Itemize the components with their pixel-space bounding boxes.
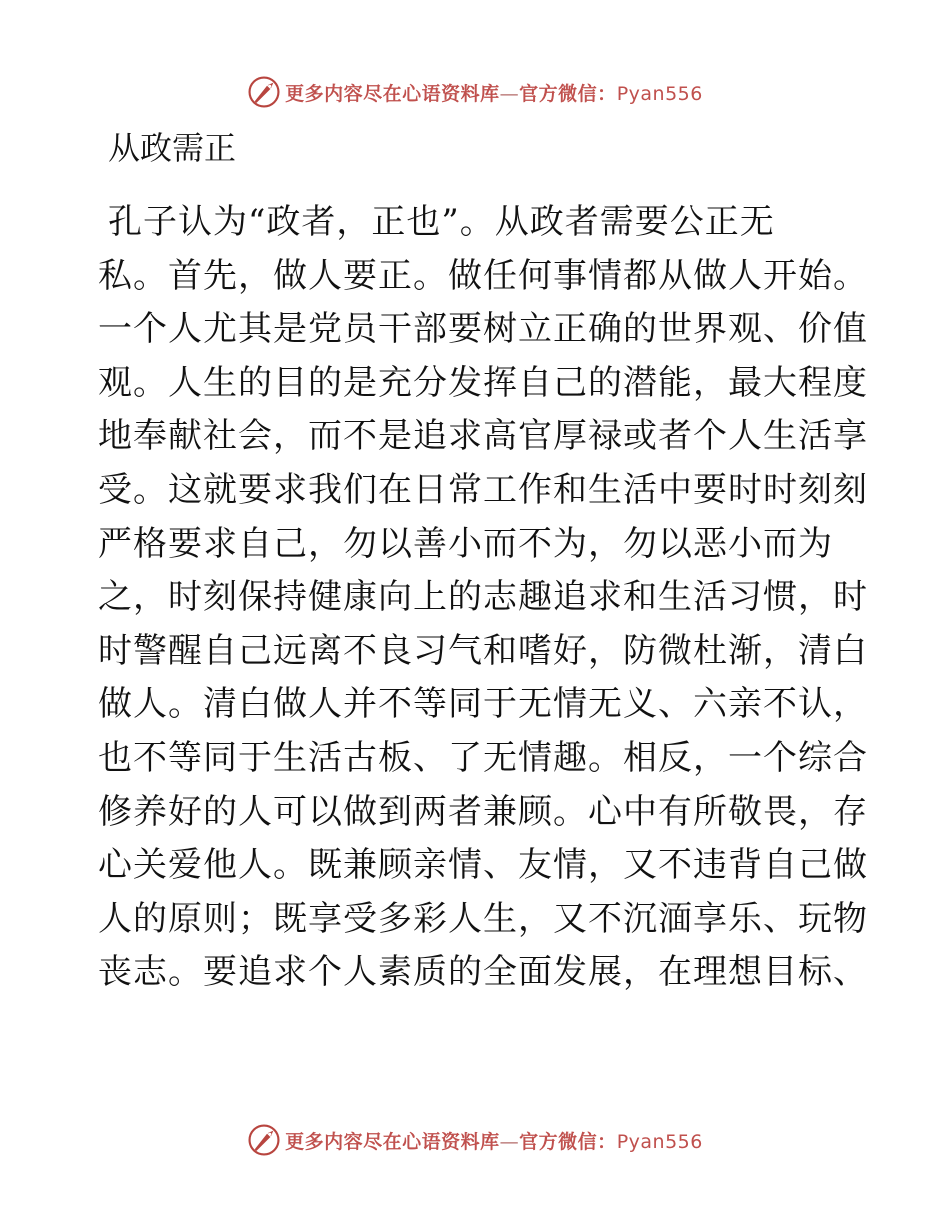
body-line: 做人。清白做人并不等同于无情无义、六亲不认，	[98, 684, 868, 725]
banner-text	[285, 79, 703, 106]
body-line: 观。人生的目的是充分发挥自己的潜能，最大程度	[98, 362, 868, 403]
banner-site-name: 更多内容尽在心语资料库	[285, 82, 500, 105]
body-line: 受。这就要求我们在日常工作和生活中要时时刻刻	[98, 469, 868, 510]
banner-separator: —	[499, 82, 520, 105]
body-line: 时警醒自己远离不良习气和嗜好，防微杜渐，清白	[98, 630, 868, 671]
header-banner	[0, 72, 950, 112]
document-body	[98, 196, 868, 1000]
banner-site-name: 更多内容尽在心语资料库	[285, 1130, 500, 1153]
pen-nib-logo-icon	[247, 75, 281, 109]
body-line: 之，时刻保持健康向上的志趣追求和生活习惯，时	[98, 577, 868, 618]
banner-text	[285, 1127, 703, 1154]
body-line: 丧志。要追求个人素质的全面发展，在理想目标、	[98, 952, 868, 993]
document-title: 从政需正	[108, 129, 237, 167]
banner-separator: —	[499, 1130, 520, 1153]
body-line: 私。首先，做人要正。做任何事情都从做人开始。	[98, 255, 868, 296]
banner-wechat-id: Pyan556	[616, 82, 703, 105]
body-line: 人的原则；既享受多彩人生，又不沉湎享乐、玩物	[98, 898, 868, 939]
body-line: 一个人尤其是党员干部要树立正确的世界观、价值	[98, 309, 868, 350]
banner-wechat-id: Pyan556	[616, 1130, 703, 1153]
footer-banner	[0, 1120, 950, 1160]
banner-wechat-label: 官方微信：	[519, 1130, 617, 1153]
banner-wechat-label: 官方微信：	[519, 82, 617, 105]
body-line: 心关爱他人。既兼顾亲情、友情，又不违背自己做	[98, 845, 868, 886]
body-line: 严格要求自己，勿以善小而不为，勿以恶小而为	[98, 523, 833, 564]
body-line: 修养好的人可以做到两者兼顾。心中有所敬畏，存	[98, 791, 868, 832]
body-line: 孔子认为“政者，正也”。从政者需要公正无	[108, 202, 775, 242]
body-line: 也不等同于生活古板、了无情趣。相反，一个综合	[98, 737, 868, 778]
pen-nib-logo-icon	[247, 1123, 281, 1157]
body-line: 地奉献社会，而不是追求高官厚禄或者个人生活享	[98, 416, 868, 457]
